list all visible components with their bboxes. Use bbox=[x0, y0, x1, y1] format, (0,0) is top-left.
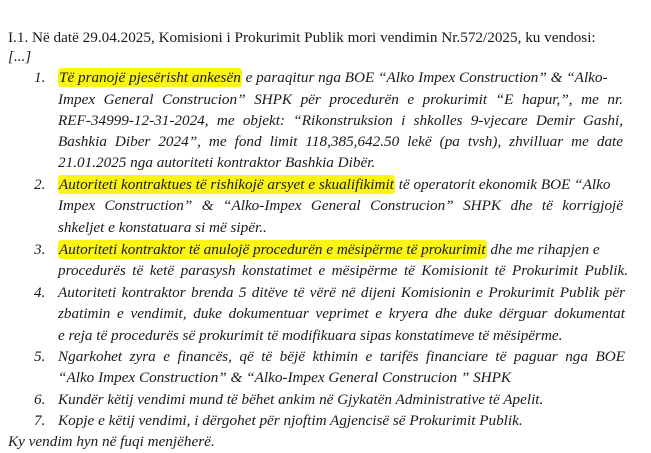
item-4-line-2: zbatimin e vendimit, duke dokumentuar veprimet e kryera dhe duke dërguar dokumentat bbox=[58, 305, 625, 322]
item-1-number: 1. bbox=[34, 69, 46, 86]
item-1-line-5: 21.01.2025 nga autoriteti kontraktor Bashkia Dibër. bbox=[58, 154, 376, 171]
item-1-text-1: e paraqitur nga BOE “Alko Impex Construction” & “Alko- bbox=[241, 69, 608, 86]
item-1-line-4: Bashkia Diber 2024”, me fond limit 118,385,642.50 lekë (pa tvsh), zhvilluar me date bbox=[58, 133, 623, 150]
item-5-line-2: “Alko Impex Construction” & “Alko-Impex General Construcion ” SHPK bbox=[58, 369, 512, 386]
item-7-number: 7. bbox=[34, 412, 46, 429]
item-2-text-1: të operatorit ekonomik BOE “Alko bbox=[394, 176, 611, 193]
item-3-highlight: Autoriteti kontraktor të anulojë procedurën e mësipërme të prokurimit bbox=[59, 241, 486, 258]
item-4-number: 4. bbox=[34, 284, 46, 301]
closing-text: Ky vendim hyn në fuqi menjëherë. bbox=[8, 433, 215, 450]
item-1-line-3: REF-34999-12-31-2024, me objekt: “Rikonstruksion i shkolles 9-vjecare Demir Gashi, bbox=[58, 112, 623, 129]
item-1-highlight: Të pranojë pjesërisht ankesën bbox=[59, 69, 241, 86]
item-6-line-1: Kundër këtij vendimi mund të bëhet ankim në Gjykatën Administrative të Apelit. bbox=[58, 391, 544, 408]
item-6-number: 6. bbox=[34, 391, 46, 408]
item-5-number: 5. bbox=[34, 348, 46, 365]
item-3-number: 3. bbox=[34, 241, 46, 258]
item-7-line-1: Kopje e këtij vendimi, i dërgohet për njoftim Agjencisë së Prokurimit Publik. bbox=[58, 412, 523, 429]
item-4-line-3: e reja të procedurës së prokurimit të modifikuara sipas konstatimeve të mësipërme. bbox=[58, 327, 563, 344]
item-4-line-1: Autoriteti kontraktor brenda 5 ditëve të vërë në dijeni Komisionin e Prokurimit Publik për bbox=[58, 284, 625, 301]
item-3-text-1: dhe me rihapjen e bbox=[486, 241, 600, 258]
item-2-line-2: Impex Construction” & “Alko-Impex General Construcion” SHPK dhe të korrigjojë bbox=[58, 197, 623, 214]
item-3-line-1 bbox=[58, 240, 628, 259]
item-5-line-1: Ngarkohet zyra e financës, që të bëjë kthimin e tarifës financiare të paguar nga BOE bbox=[58, 348, 625, 365]
item-1-line-1 bbox=[58, 68, 623, 87]
item-2-line-3: shkeljet e konstatuara si më sipër.. bbox=[58, 219, 267, 236]
item-2-line-1 bbox=[58, 175, 623, 194]
item-3-line-2: procedurës të ketë parasysh konstatimet e mësipërme të Komisionit të Prokurimit Publik. bbox=[58, 262, 628, 279]
item-2-number: 2. bbox=[34, 176, 46, 193]
intro-text: I.1. Në datë 29.04.2025, Komisioni i Prokurimit Publik mori vendimin Nr.572/2025, ku vendosi: bbox=[8, 29, 596, 46]
item-1-line-2: Impex General Construcion” SHPK për procedurën e prokurimit “E hapur,”, me nr. bbox=[58, 91, 623, 108]
item-2-highlight: Autoriteti kontraktues të rishikojë arsyet e skualifikimit bbox=[59, 176, 394, 193]
ellipsis-text: [...] bbox=[8, 48, 32, 65]
